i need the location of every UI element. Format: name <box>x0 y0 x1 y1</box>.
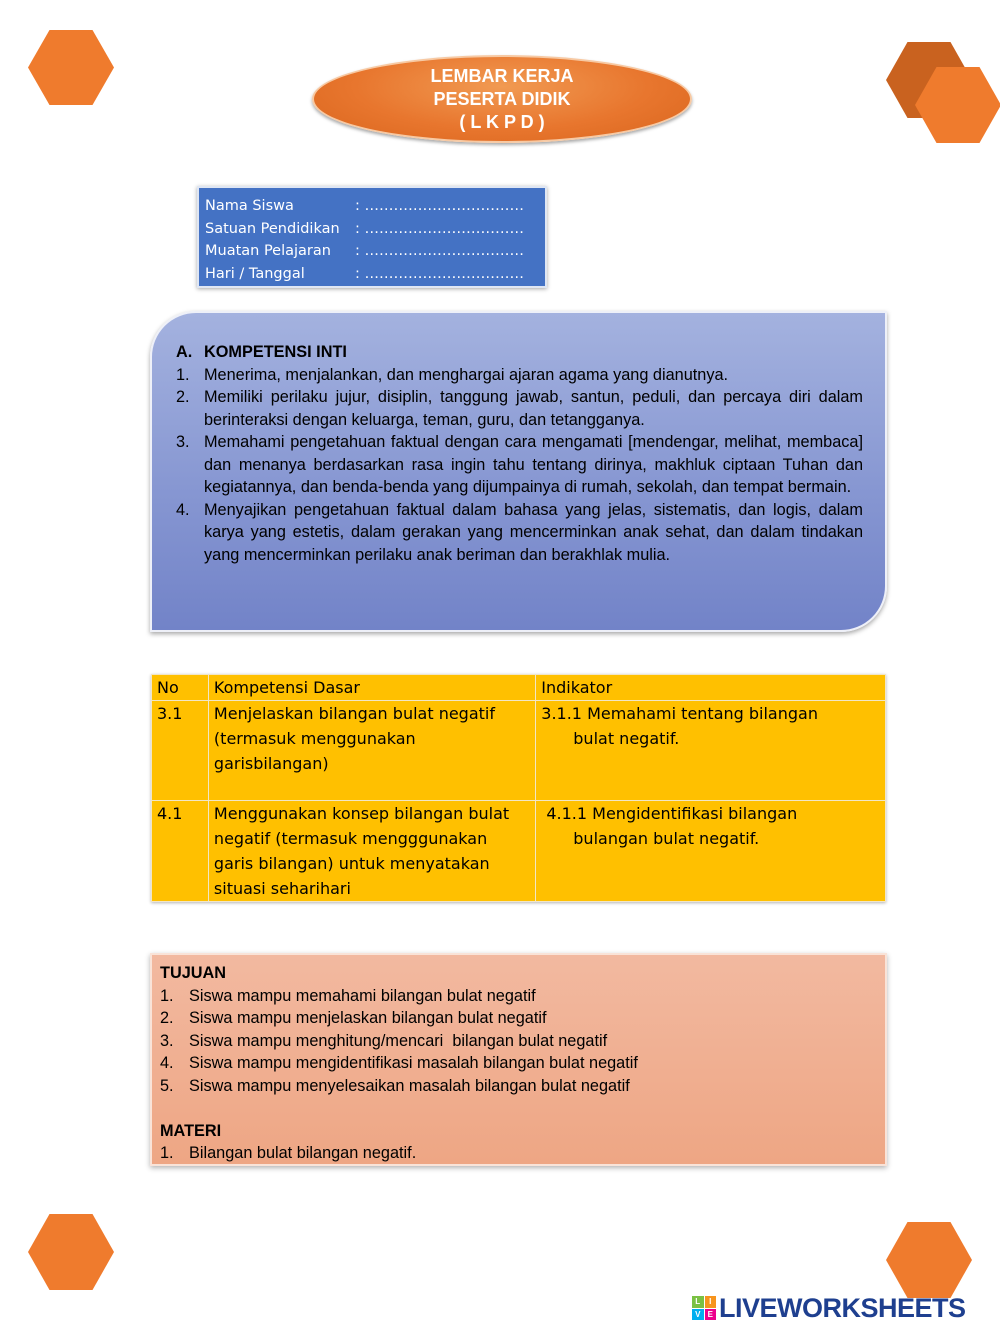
identity-row-school <box>205 218 545 241</box>
identity-row-subject <box>205 240 545 263</box>
ki-item <box>176 364 863 387</box>
tujuan-item-number: 1. <box>160 986 174 1005</box>
tujuan-item-text: Siswa mampu menghitung/mencari bilangan bulat negatif <box>189 1031 608 1050</box>
indikator-code-line: 3.1.1 Memahami tentang bilangan <box>541 704 818 723</box>
identity-label: Nama Siswa <box>205 198 294 215</box>
logo-letter: L <box>692 1296 704 1308</box>
logo-letter: E <box>705 1309 717 1321</box>
identity-label: Muatan Pelajaran <box>205 243 331 260</box>
title-line-3: ( L K P D ) <box>459 111 545 132</box>
hexagon-bottom-right <box>886 1222 972 1298</box>
section-heading: KOMPETENSI INTI <box>204 343 347 361</box>
lkpd-title-badge <box>312 55 692 143</box>
ki-item <box>176 386 863 431</box>
tujuan-item-text: Siswa mampu menyelesaikan masalah bilangan bulat negatif <box>189 1076 630 1095</box>
liveworksheets-brand <box>692 1293 966 1323</box>
indikator-continuation: bulangan bulat negatif. <box>573 829 760 848</box>
logo-letter: V <box>692 1309 704 1321</box>
kompetensi-inti-panel <box>150 311 887 632</box>
tujuan-item-number: 5. <box>160 1076 174 1095</box>
title-line-1: LEMBAR KERJA <box>430 65 574 86</box>
tujuan-item <box>160 1030 877 1053</box>
identity-blank-field[interactable]: : …………………………… <box>355 198 524 215</box>
section-marker: A. <box>176 343 193 361</box>
tujuan-item <box>160 1007 877 1030</box>
cell-indikator <box>536 801 886 902</box>
liveworksheets-logo-icon <box>692 1296 716 1320</box>
identity-row-name <box>205 195 545 218</box>
tujuan-heading: TUJUAN <box>160 964 227 982</box>
materi-heading: MATERI <box>160 1121 222 1140</box>
tujuan-item-text: Siswa mampu menjelaskan bilangan bulat negatif <box>189 1009 547 1027</box>
tujuan-materi-panel <box>150 953 887 1166</box>
tujuan-item <box>160 1052 877 1075</box>
ki-item-number: 3. <box>176 433 190 451</box>
materi-item-number: 1. <box>160 1144 174 1162</box>
ki-item-number: 2. <box>176 388 190 406</box>
tujuan-item-number: 4. <box>160 1054 174 1072</box>
indikator-continuation: bulat negatif. <box>573 729 680 748</box>
cell-no: 3.1 <box>152 701 209 801</box>
identity-blank-field[interactable]: : …………………………… <box>355 243 524 260</box>
tujuan-item-number: 2. <box>160 1009 174 1027</box>
liveworksheets-wordmark: LIVEWORKSHEETS <box>719 1292 966 1323</box>
ki-item-number: 1. <box>176 365 190 384</box>
kompetensi-dasar-table <box>151 674 886 902</box>
identity-label: Hari / Tanggal <box>205 265 305 282</box>
hexagon-bottom-left <box>28 1214 114 1290</box>
ki-item-text: Memahami pengetahuan faktual dengan cara mengamati [mendengar, melihat, membaca] dan menanya berdasarkan rasa ingin tahu tentang dirinya, makhluk ciptaan Tuhan dan kegiatannya, dan benda-benda yang dijumpainya di rumah, sekolah, dan tempat bermain. <box>204 433 863 496</box>
indikator-code-line: 4.1.1 Mengidentifikasi bilangan <box>541 804 798 823</box>
materi-item-text: Bilangan bulat bilangan negatif. <box>189 1144 417 1162</box>
identity-label: Satuan Pendidikan <box>205 220 340 237</box>
materi-item <box>160 1142 877 1165</box>
cell-no: 4.1 <box>152 801 209 902</box>
table-header-row <box>152 675 886 701</box>
ki-item-text: Menyajikan pengetahuan faktual dalam bahasa yang jelas, sistematis, dan logis, dalam karya yang estetis, dalam gerakan yang mencerminkan anak sehat, dan dalam tindakan yang mencerminkan perilaku anak beriman dan berakhlak mulia. <box>204 500 863 564</box>
header-kompetensi-dasar: Kompetensi Dasar <box>208 675 535 701</box>
kompetensi-inti-heading <box>176 341 863 364</box>
tujuan-item <box>160 985 877 1008</box>
cell-kompetensi-dasar: Menjelaskan bilangan bulat negatif (termasuk menggunakan garisbilangan) <box>208 701 535 801</box>
ki-item <box>176 499 863 567</box>
ki-item <box>176 431 863 499</box>
cell-indikator <box>536 701 886 801</box>
header-no: No <box>152 675 209 701</box>
ki-item-text: Menerima, menjalankan, dan menghargai ajaran agama yang dianutnya. <box>204 365 729 384</box>
tujuan-item-text: Siswa mampu memahami bilangan bulat negatif <box>189 986 536 1005</box>
identity-blank-field[interactable]: : …………………………… <box>355 265 524 282</box>
table-row <box>152 701 886 801</box>
hexagon-top-left <box>28 30 114 105</box>
table-row <box>152 801 886 902</box>
tujuan-item-text: Siswa mampu mengidentifikasi masalah bilangan bulat negatif <box>189 1054 638 1072</box>
cell-kompetensi-dasar: Menggunakan konsep bilangan bulat negatif (termasuk mengggunakan garis bilangan) untuk menyatakan situasi seharihari <box>208 801 535 902</box>
identity-blank-field[interactable]: : …………………………… <box>355 220 524 237</box>
tujuan-item <box>160 1075 877 1098</box>
student-identity-box <box>197 186 547 288</box>
header-indikator: Indikator <box>536 675 886 701</box>
title-line-2: PESERTA DIDIK <box>433 88 571 109</box>
ki-item-number: 4. <box>176 500 190 519</box>
identity-row-date <box>205 263 545 286</box>
logo-letter: I <box>705 1296 717 1308</box>
ki-item-text: Memiliki perilaku jujur, disiplin, tanggung jawab, santun, peduli, dan percaya diri dalam berinteraksi dengan keluarga, teman, guru, dan tetangganya. <box>204 388 863 429</box>
tujuan-item-number: 3. <box>160 1031 174 1050</box>
